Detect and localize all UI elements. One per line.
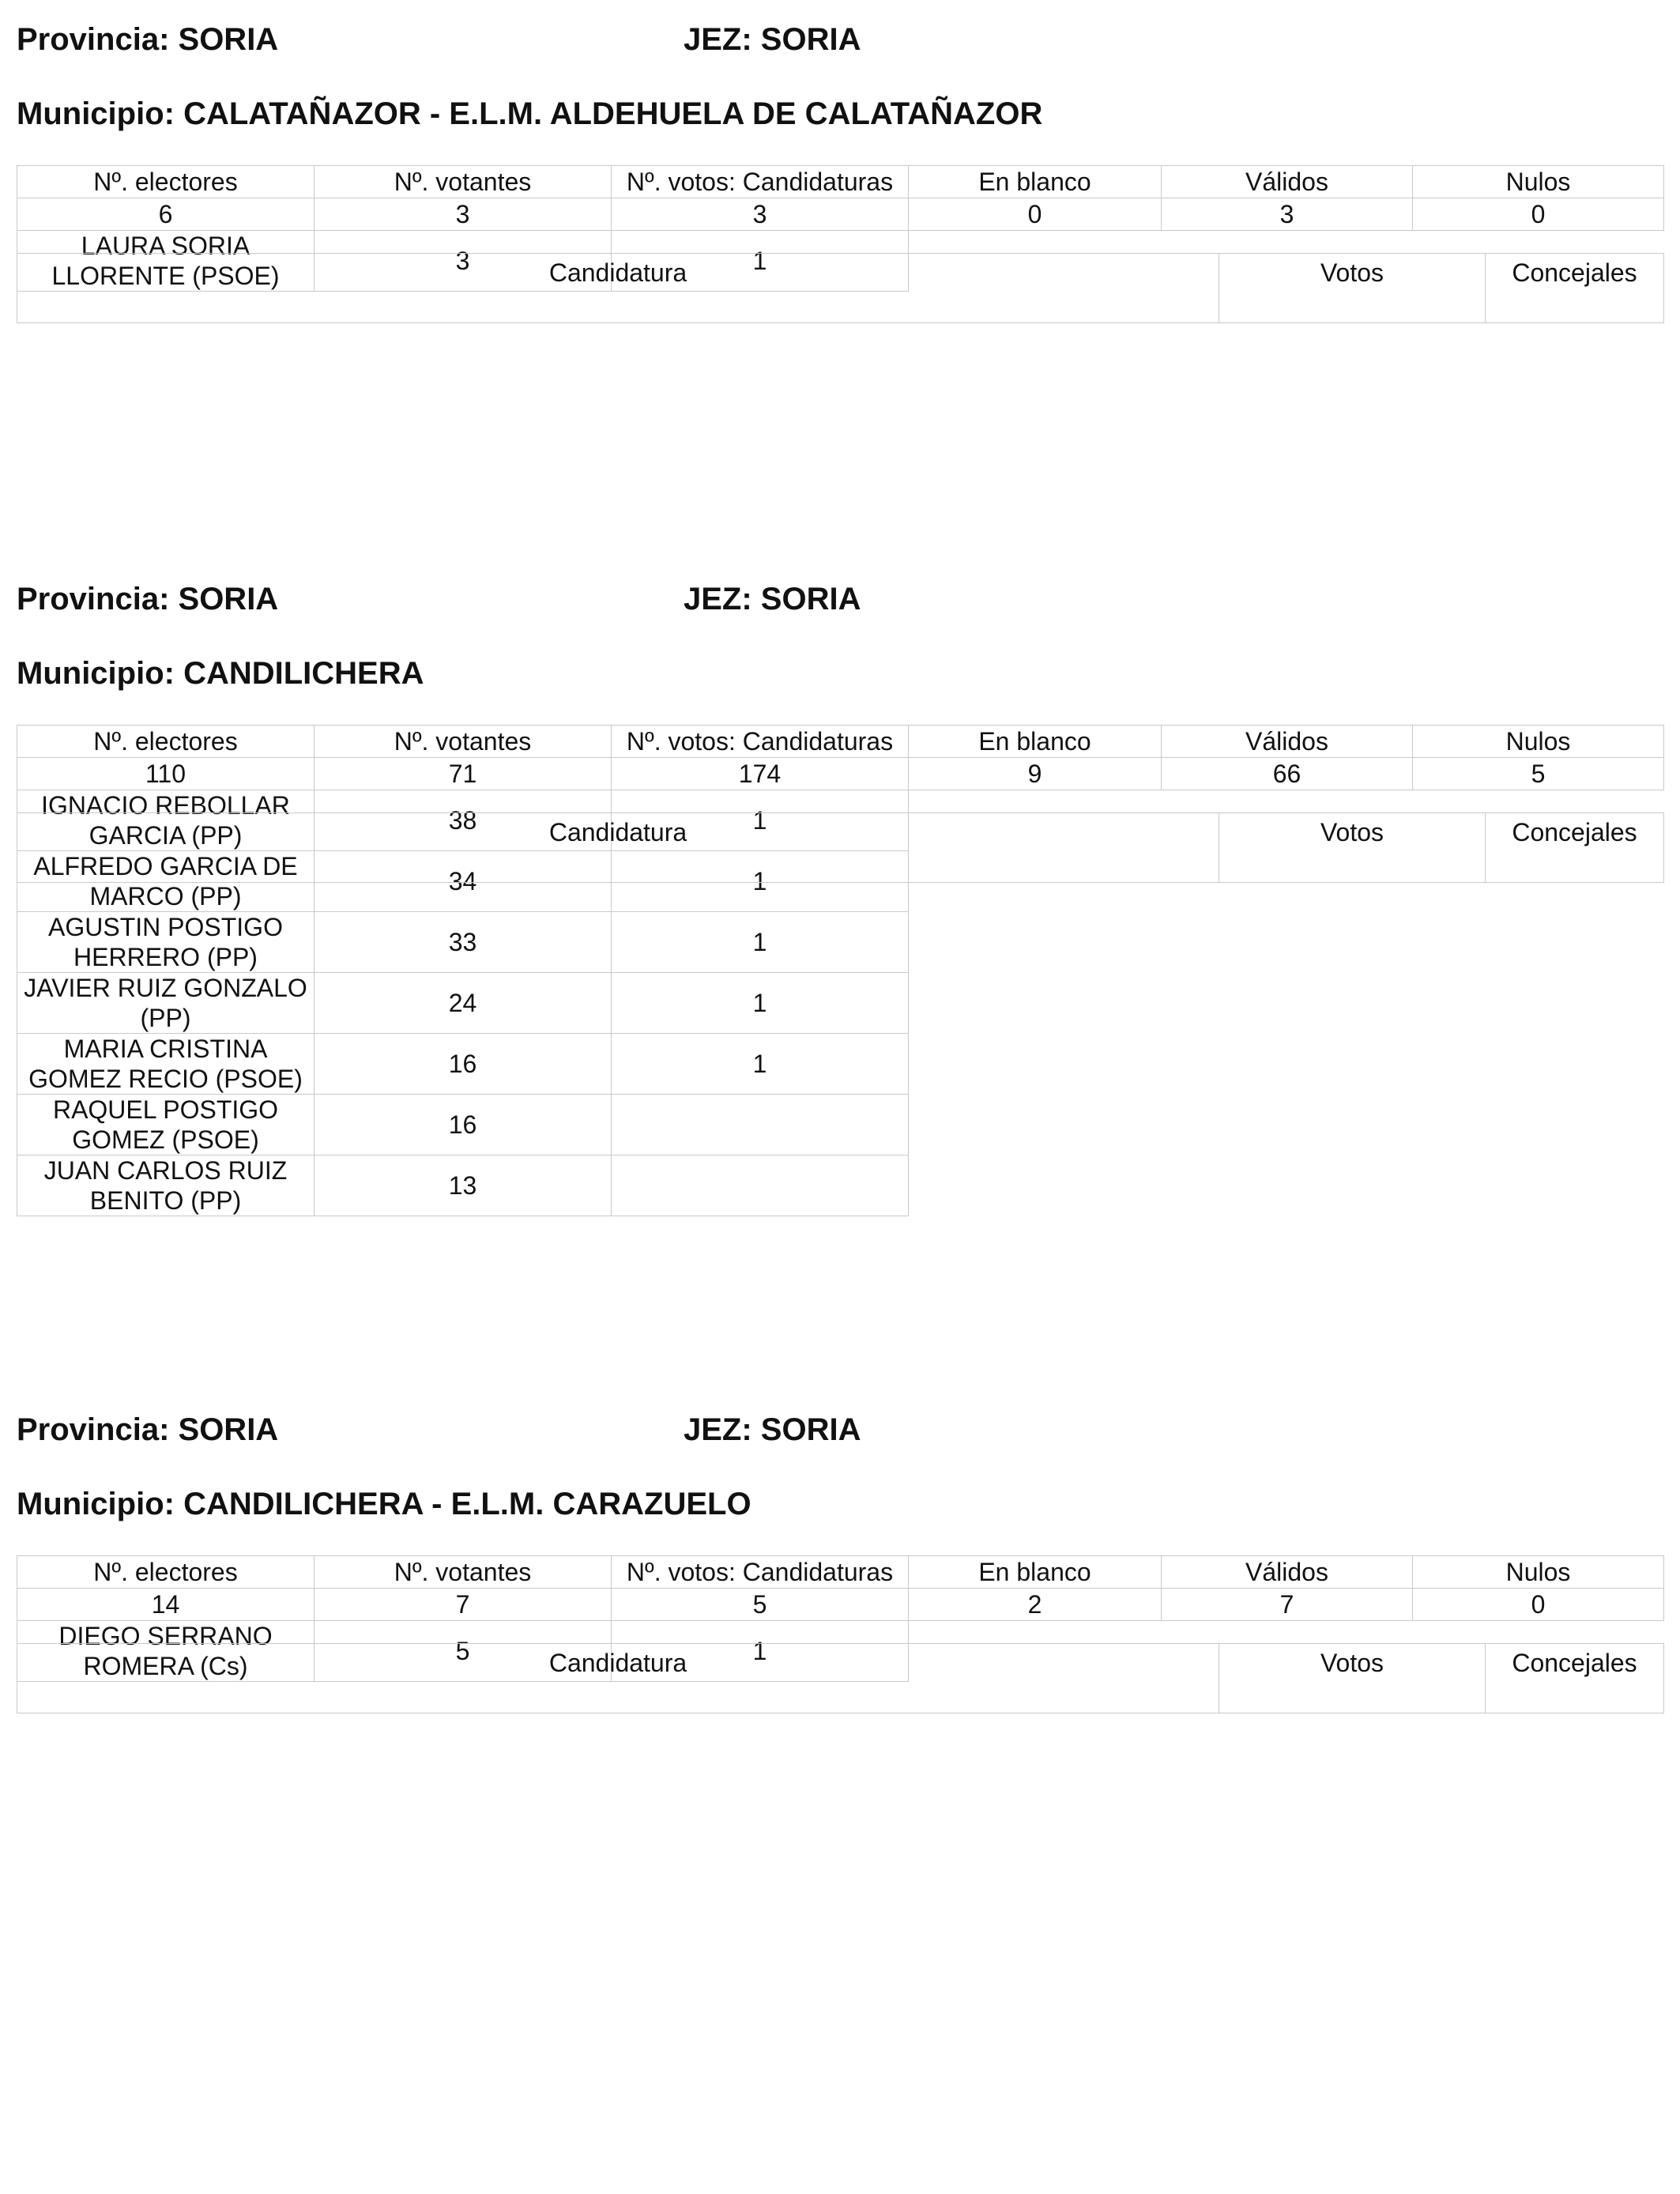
- summary-header-cell: Nº. electores: [17, 166, 315, 198]
- summary-value-cell: 66: [1162, 758, 1413, 790]
- summary-header-row: [17, 166, 1664, 198]
- candidates-header-row: [17, 1644, 1664, 1713]
- summary-value-row: [17, 1589, 1664, 1621]
- summary-header-cell: Válidos: [1162, 166, 1413, 198]
- provincia-label: Provincia: SORIA: [17, 1412, 279, 1447]
- candidate-votes: 16: [315, 1034, 612, 1095]
- candidate-votes: 13: [315, 1155, 612, 1216]
- summary-header-cell: Nº. votantes: [315, 1556, 612, 1589]
- candidatura-header: Candidatura: [17, 813, 1219, 883]
- summary-value-cell: 71: [315, 758, 612, 790]
- candidate-votes: 33: [315, 912, 612, 973]
- summary-value-cell: 0: [1413, 198, 1664, 231]
- candidate-seats: [612, 1155, 909, 1216]
- candidate-votes: 34: [315, 851, 612, 912]
- candidate-row: [17, 973, 1664, 1034]
- summary-header-cell: En blanco: [909, 166, 1162, 198]
- provincia-label: Provincia: SORIA: [17, 582, 279, 616]
- summary-value-cell: 2: [909, 1589, 1162, 1621]
- candidate-name: AGUSTIN POSTIGO HERRERO (PP): [17, 912, 315, 973]
- jez-label: JEZ: SORIA: [684, 1412, 861, 1447]
- summary-value-cell: 14: [17, 1589, 315, 1621]
- summary-value-row: [17, 758, 1664, 790]
- summary-value-cell: 6: [17, 198, 315, 231]
- summary-value-cell: 3: [612, 198, 909, 231]
- candidate-seats: 1: [612, 912, 909, 973]
- header-line: [17, 575, 1663, 623]
- candidate-name: LAURA SORIA LLORENTE (PSOE): [17, 231, 315, 292]
- summary-value-cell: 7: [1162, 1589, 1413, 1621]
- summary-value-cell: 110: [17, 758, 315, 790]
- jez-label: JEZ: SORIA: [684, 582, 861, 616]
- summary-value-cell: 7: [315, 1589, 612, 1621]
- candidate-name: IGNACIO REBOLLAR GARCIA (PP): [17, 790, 315, 851]
- summary-header-cell: Nulos: [1413, 726, 1664, 758]
- candidate-votes: 3: [315, 231, 612, 292]
- candidate-name: ALFREDO GARCIA DE MARCO (PP): [17, 851, 315, 912]
- summary-table: [17, 725, 1664, 1216]
- summary-header-cell: Nulos: [1413, 1556, 1664, 1589]
- summary-header-cell: En blanco: [909, 726, 1162, 758]
- summary-value-cell: 0: [1413, 1589, 1664, 1621]
- candidate-row: [17, 1095, 1664, 1155]
- candidate-votes: 24: [315, 973, 612, 1034]
- municipio-title: Municipio: CANDILICHERA: [17, 656, 424, 691]
- candidate-name: DIEGO SERRANO ROMERA (Cs): [17, 1621, 315, 1682]
- candidate-votes: 5: [315, 1621, 612, 1682]
- summary-value-cell: 3: [1162, 198, 1413, 231]
- candidate-seats: 1: [612, 1034, 909, 1095]
- summary-header-cell: Válidos: [1162, 1556, 1413, 1589]
- candidates-header-row: [17, 254, 1664, 323]
- municipio-title: Municipio: CALATAÑAZOR - E.L.M. ALDEHUELA DE CALATAÑAZOR: [17, 96, 1043, 131]
- summary-header-cell: Nulos: [1413, 166, 1664, 198]
- candidates-table: [17, 253, 1664, 323]
- summary-header-row: [17, 726, 1664, 758]
- candidate-name: JAVIER RUIZ GONZALO (PP): [17, 973, 315, 1034]
- summary-value-cell: 5: [1413, 758, 1664, 790]
- summary-value-cell: 0: [909, 198, 1162, 231]
- summary-value-row: [17, 198, 1664, 231]
- summary-value-cell: 5: [612, 1589, 909, 1621]
- summary-header-cell: Nº. votantes: [315, 166, 612, 198]
- candidate-seats: 1: [612, 851, 909, 912]
- summary-value-cell: 174: [612, 758, 909, 790]
- summary-header-cell: Nº. votos: Candidaturas: [612, 726, 909, 758]
- jez-label: JEZ: SORIA: [684, 22, 861, 57]
- candidate-votes: 16: [315, 1095, 612, 1155]
- candidate-seats: 1: [612, 231, 909, 292]
- header-line: [17, 1406, 1663, 1453]
- concejales-header: Concejales: [1486, 1644, 1664, 1713]
- summary-header-cell: En blanco: [909, 1556, 1162, 1589]
- candidate-row: [17, 1155, 1664, 1216]
- candidatura-header: Candidatura: [17, 1644, 1219, 1713]
- header-line: [17, 16, 1663, 63]
- candidates-header-row: [17, 813, 1664, 883]
- summary-header-cell: Nº. electores: [17, 726, 315, 758]
- summary-header-cell: Nº. votos: Candidaturas: [612, 1556, 909, 1589]
- provincia-label: Provincia: SORIA: [17, 22, 279, 57]
- summary-header-cell: Nº. votantes: [315, 726, 612, 758]
- candidate-seats: 1: [612, 790, 909, 851]
- candidates-table: [17, 812, 1664, 883]
- votos-header: Votos: [1219, 254, 1486, 323]
- candidate-seats: [612, 1095, 909, 1155]
- summary-header-cell: Nº. electores: [17, 1556, 315, 1589]
- summary-header-cell: Válidos: [1162, 726, 1413, 758]
- summary-header-row: [17, 1556, 1664, 1589]
- candidate-votes: 38: [315, 790, 612, 851]
- votos-header: Votos: [1219, 1644, 1486, 1713]
- concejales-header: Concejales: [1486, 813, 1664, 883]
- candidate-name: RAQUEL POSTIGO GOMEZ (PSOE): [17, 1095, 315, 1155]
- summary-value-cell: 3: [315, 198, 612, 231]
- candidate-name: JUAN CARLOS RUIZ BENITO (PP): [17, 1155, 315, 1216]
- summary-value-cell: 9: [909, 758, 1162, 790]
- candidate-row: [17, 912, 1664, 973]
- candidate-seats: 1: [612, 1621, 909, 1682]
- candidate-name: MARIA CRISTINA GOMEZ RECIO (PSOE): [17, 1034, 315, 1095]
- concejales-header: Concejales: [1486, 254, 1664, 323]
- summary-header-cell: Nº. votos: Candidaturas: [612, 166, 909, 198]
- candidatura-header: Candidatura: [17, 254, 1219, 323]
- candidate-seats: 1: [612, 973, 909, 1034]
- candidate-row: [17, 1034, 1664, 1095]
- votos-header: Votos: [1219, 813, 1486, 883]
- municipio-title: Municipio: CANDILICHERA - E.L.M. CARAZUELO: [17, 1487, 751, 1521]
- candidates-table: [17, 1643, 1664, 1713]
